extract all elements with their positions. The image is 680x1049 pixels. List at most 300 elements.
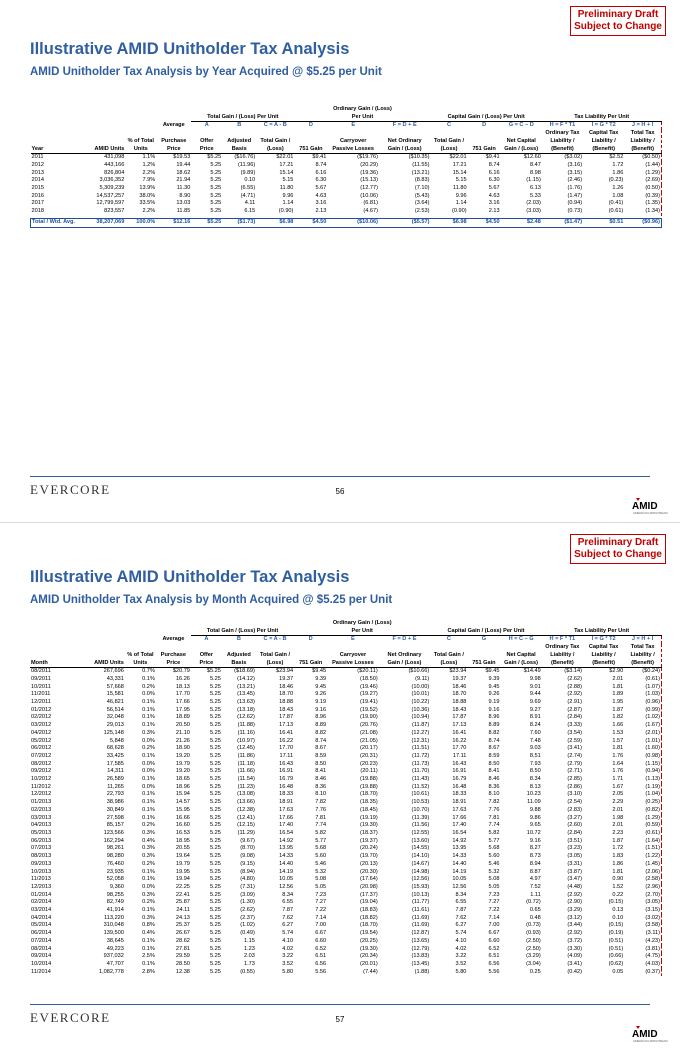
table-cell: 98,255 xyxy=(106,891,124,898)
table-cell: 4.02 xyxy=(455,945,467,952)
header-line: Net Capital xyxy=(506,137,536,144)
table-cell: 5.68 xyxy=(488,845,500,852)
table-cell: (1.44) xyxy=(624,162,661,170)
table-cell: 12,799,597 xyxy=(96,200,125,207)
table-cell: 2.29 xyxy=(612,799,624,806)
table-cell: 38.0% xyxy=(139,192,156,199)
table-cell: (2.96) xyxy=(624,884,661,892)
table-cell: 8.34 xyxy=(282,891,294,898)
table-cell: $9.45 xyxy=(485,668,500,675)
table-cell: 1.87 xyxy=(612,706,624,713)
table-cell: 5.25 xyxy=(209,829,221,836)
table-cell: (2.60) xyxy=(567,822,582,829)
tax-table-by-month xyxy=(30,620,662,976)
table-cell: (3.41) xyxy=(567,960,582,967)
table-cell: 32,048 xyxy=(106,714,124,721)
table-cell: 43,331 xyxy=(106,675,124,682)
table-cell: 6.56 xyxy=(315,960,327,967)
table-cell: (7.10) xyxy=(414,185,430,192)
table-cell: 5.25 xyxy=(209,876,221,883)
table-cell: 8.34 xyxy=(455,891,467,898)
table-cell: 7.23 xyxy=(488,891,500,898)
header-line: Passive Losses xyxy=(332,659,374,666)
table-cell: 16.48 xyxy=(452,783,467,790)
header-line: Liability / xyxy=(630,137,655,144)
table-cell: 0.2% xyxy=(142,860,155,867)
row-label: 12/2012 xyxy=(31,791,52,798)
table-cell: 6.13 xyxy=(529,185,541,192)
table-cell: 0.1% xyxy=(142,776,155,783)
table-cell: (4.75) xyxy=(624,953,661,961)
preliminary-draft-badge: Preliminary Draft Subject to Change xyxy=(570,534,666,564)
table-cell: 7.60 xyxy=(529,729,541,736)
table-cell: $9.41 xyxy=(312,154,327,161)
header-line: Gain / (Loss) xyxy=(504,145,539,152)
table-cell: 9.65 xyxy=(529,822,541,829)
table-cell: 5.56 xyxy=(488,968,500,975)
table-cell: 0.1% xyxy=(142,937,155,944)
table-cell: 5.67 xyxy=(488,185,500,192)
table-cell: 0.2% xyxy=(142,899,155,906)
table-cell: 1.15 xyxy=(244,937,255,944)
table-cell: 5.25 xyxy=(209,722,221,729)
formula-code: H = F * T1 xyxy=(549,122,576,129)
table-cell: 13.03 xyxy=(176,200,191,207)
table-cell: 0.0% xyxy=(142,760,155,767)
table-cell: (12.15) xyxy=(237,822,255,829)
table-cell: (1.47) xyxy=(567,192,583,199)
table-cell: 8.10 xyxy=(315,791,327,798)
table-cell: 16.22 xyxy=(452,737,467,744)
table-cell: (10.06) xyxy=(360,192,378,199)
table-cell: 5.82 xyxy=(488,829,500,836)
table-cell: 7.76 xyxy=(488,806,500,813)
row-label: 2013 xyxy=(31,169,44,176)
table-cell: (0.61) xyxy=(608,208,624,215)
header-line: Ordinary Gain / (Loss) xyxy=(332,620,392,626)
row-label: 2018 xyxy=(31,208,44,215)
table-cell: (3.64) xyxy=(414,200,430,207)
table-row xyxy=(31,208,662,216)
table-cell: 0.8% xyxy=(142,922,155,929)
column-header-purchase-price xyxy=(156,644,191,668)
table-cell: (0.93) xyxy=(526,930,541,937)
table-cell: (1.51) xyxy=(624,845,661,853)
table-cell: 2.01 xyxy=(612,675,624,682)
table-cell: 9.19 xyxy=(315,699,327,706)
table-row xyxy=(30,676,662,684)
table-cell: (20.29) xyxy=(360,161,378,168)
row-label: 01/2013 xyxy=(31,799,52,806)
row-label: 06/2013 xyxy=(31,837,52,844)
table-cell: 8.36 xyxy=(488,783,500,790)
formula-code: A xyxy=(204,636,209,643)
table-cell: 5.25 xyxy=(209,937,221,944)
header-line: Units xyxy=(133,145,148,152)
table-cell: 7.81 xyxy=(315,814,327,821)
table-cell: 1.76 xyxy=(612,768,624,775)
table-cell: 8.51 xyxy=(529,752,541,759)
table-cell: (0.59) xyxy=(624,822,661,830)
table-cell: (19.54) xyxy=(359,930,378,937)
column-header-net-capital xyxy=(500,644,541,668)
table-cell: 5.25 xyxy=(209,883,221,890)
table-cell: 5.25 xyxy=(209,845,221,852)
table-cell: (4.23) xyxy=(624,938,661,946)
table-row xyxy=(30,838,662,846)
table-cell: 162,294 xyxy=(103,837,124,844)
amid-logo-mark xyxy=(632,1026,668,1044)
table-cell: 6.55 xyxy=(455,899,467,906)
table-cell: 14.33 xyxy=(452,853,467,860)
header-line: Gain / (Loss) xyxy=(387,659,422,666)
header-line: Offer xyxy=(200,137,214,144)
row-label: 04/2012 xyxy=(31,729,52,736)
table-cell: (3.29) xyxy=(567,907,582,914)
table-row xyxy=(30,761,662,769)
table-cell: ($0.50) xyxy=(624,154,661,162)
header-line: (Benefit) xyxy=(551,659,574,666)
table-cell: 27,598 xyxy=(106,814,124,821)
table-cell: ($0.24) xyxy=(624,668,661,676)
table-cell: 0.1% xyxy=(142,868,155,875)
table-cell: 5.25 xyxy=(209,760,221,767)
table-cell: (19.27) xyxy=(359,691,378,698)
row-label: 09/2013 xyxy=(31,860,52,867)
table-cell: 5.25 xyxy=(209,745,221,752)
table-cell: 7.74 xyxy=(315,822,327,829)
column-header-offer-price xyxy=(191,130,222,154)
table-cell: 11.09 xyxy=(527,799,541,806)
table-cell: (1.15) xyxy=(526,177,541,184)
table-cell: (4.09) xyxy=(567,953,582,960)
footer-rule xyxy=(30,1004,650,1005)
table-cell: 7.52 xyxy=(529,883,541,890)
table-cell: 19.94 xyxy=(175,876,190,883)
table-row xyxy=(30,899,662,907)
header-line: Basis xyxy=(231,659,247,666)
table-cell: (20.11) xyxy=(360,768,378,775)
table-cell: 18.65 xyxy=(175,776,190,783)
table-row xyxy=(30,791,662,799)
table-cell: (7.31) xyxy=(240,883,255,890)
amid-logo-subtext: AMERICAN MIDSTREAM xyxy=(633,1039,668,1043)
table-cell: (20.76) xyxy=(359,722,378,729)
table-cell: 24.11 xyxy=(176,907,190,914)
table-cell: (2.90) xyxy=(567,899,582,906)
table-cell: (10.94) xyxy=(411,714,430,721)
table-cell: 7.87 xyxy=(282,907,294,914)
table-cell: $2.90 xyxy=(609,668,624,675)
formula-code-blank xyxy=(31,122,157,130)
formula-code: C xyxy=(446,636,451,643)
table-cell: (2.59) xyxy=(567,737,582,744)
row-label: 01/2012 xyxy=(31,706,52,713)
table-cell: (2.85) xyxy=(567,776,582,783)
table-cell: (20.17) xyxy=(359,745,378,752)
column-header-capital-751 xyxy=(468,130,501,154)
row-label: 11/2013 xyxy=(31,876,51,883)
header-line: Total Tax xyxy=(630,130,655,137)
header-line: Capital Tax xyxy=(588,644,619,651)
formula-code: H = F * T1 xyxy=(549,636,576,643)
table-cell: 14,311 xyxy=(107,768,124,775)
group-header-blank xyxy=(30,620,191,636)
table-row xyxy=(30,853,662,861)
table-cell: (0.90) xyxy=(451,208,467,215)
column-header-adjusted-basis xyxy=(222,644,256,668)
table-cell: (1.13) xyxy=(624,776,661,784)
table-cell: $12.60 xyxy=(523,154,541,161)
table-cell: 6.16 xyxy=(488,169,500,176)
table-cell: 0.1% xyxy=(142,814,155,821)
header-line: Price xyxy=(199,659,214,666)
table-cell: (2.58) xyxy=(624,876,661,884)
table-cell: 5.25 xyxy=(209,853,221,860)
table-cell: 0.1% xyxy=(142,706,155,713)
table-cell: 8.41 xyxy=(315,768,327,775)
group-header-capital-gain: Capital Gain / (Loss) Per Unit xyxy=(430,620,541,636)
table-cell: 1.72 xyxy=(612,161,624,168)
table-cell: (18.70) xyxy=(359,922,378,929)
table-cell: (2.84) xyxy=(567,714,582,721)
row-label: 05/2012 xyxy=(31,737,52,744)
table-cell: (14.12) xyxy=(237,675,255,682)
column-header-total-gain xyxy=(256,130,294,154)
table-cell: (19.30) xyxy=(359,822,378,829)
formula-code: H = C – G xyxy=(508,636,534,643)
column-header-pct xyxy=(125,644,156,668)
table-cell: 5.67 xyxy=(315,185,327,192)
table-cell: 6.27 xyxy=(455,922,467,929)
header-line: 751 Gain xyxy=(298,659,323,666)
table-cell: 5.25 xyxy=(210,177,222,184)
group-header-row xyxy=(31,106,662,122)
total-cell: ($5.57) xyxy=(379,219,431,228)
table-cell: (2.62) xyxy=(567,675,582,682)
table-cell: (2.46) xyxy=(567,177,583,184)
table-cell: (20.31) xyxy=(359,752,378,759)
table-cell: (1.64) xyxy=(624,838,661,846)
table-cell: 0.1% xyxy=(142,945,155,952)
table-cell: 30,849 xyxy=(106,806,124,813)
formula-code: D xyxy=(308,122,313,129)
table-cell: (13.21) xyxy=(411,169,430,176)
group-header-capital-gain: Capital Gain / (Loss) Per Unit xyxy=(431,106,542,122)
table-cell: (19.04) xyxy=(359,899,378,906)
table-cell: 9.69 xyxy=(529,699,541,706)
total-cell: $5.25 xyxy=(191,219,222,228)
table-cell: 8.74 xyxy=(315,161,327,168)
table-cell: (2.92) xyxy=(567,891,582,898)
table-cell: 8.59 xyxy=(315,752,327,759)
formula-code: C xyxy=(447,122,452,129)
table-cell: 21.26 xyxy=(175,737,190,744)
table-cell: 1.2% xyxy=(142,161,156,168)
table-cell: 7.23 xyxy=(315,891,327,898)
table-cell: (3.29) xyxy=(526,953,541,960)
table-row xyxy=(30,946,662,954)
row-label: 02/2013 xyxy=(31,806,52,813)
table-cell: 0.1% xyxy=(142,714,155,721)
header-line: Passive Losses xyxy=(332,145,375,152)
formula-code: I = G * T2 xyxy=(591,636,616,643)
table-cell: 5.25 xyxy=(209,899,221,906)
amid-logo-subtext: AMERICAN MIDSTREAM xyxy=(633,511,668,515)
total-cell: $6.98 xyxy=(256,219,294,228)
table-cell: 18.96 xyxy=(175,783,190,790)
table-cell: 8.24 xyxy=(529,722,541,729)
table-cell: (9.89) xyxy=(240,169,256,176)
table-cell: (18.70) xyxy=(359,791,378,798)
table-cell: (2.92) xyxy=(567,691,582,698)
header-line: Purchase xyxy=(161,137,187,144)
formula-code: D xyxy=(482,122,487,129)
table-cell: (0.23) xyxy=(608,177,624,184)
table-cell: 17,585 xyxy=(106,760,124,767)
table-row xyxy=(30,722,662,730)
table-cell: 20.55 xyxy=(175,845,190,852)
column-header-capital-tax xyxy=(583,130,624,154)
table-cell: (19.30) xyxy=(359,945,378,952)
table-row xyxy=(30,845,662,853)
table-cell: 6.67 xyxy=(315,930,327,937)
column-header-row xyxy=(31,130,662,154)
header-line: Liability / xyxy=(591,137,616,144)
column-header-carryover xyxy=(327,644,379,668)
table-cell: 0.4% xyxy=(142,930,155,937)
table-row xyxy=(30,915,662,923)
table-cell: 24.13 xyxy=(175,914,190,921)
table-cell: (11.87) xyxy=(411,722,430,729)
table-cell: (3.10) xyxy=(567,791,582,798)
table-row xyxy=(30,699,662,707)
table-cell: 14.40 xyxy=(279,860,294,867)
table-cell: 16.91 xyxy=(452,768,467,775)
table-cell: 7.87 xyxy=(455,907,467,914)
table-cell: 5.25 xyxy=(209,968,221,975)
table-cell: 18.43 xyxy=(279,706,294,713)
row-label: 06/2014 xyxy=(31,930,52,937)
table-cell: 8.10 xyxy=(488,791,500,798)
table-cell: 1.64 xyxy=(612,760,624,767)
table-cell: 25.37 xyxy=(175,922,190,929)
table-cell: 38,986 xyxy=(106,799,124,806)
table-cell: $22.01 xyxy=(276,154,294,161)
table-cell: 1.95 xyxy=(612,699,624,706)
table-cell: (1.01) xyxy=(624,738,661,746)
header-line: Month xyxy=(31,659,48,666)
table-cell: 9.27 xyxy=(529,706,541,713)
table-cell: (4.48) xyxy=(567,883,582,890)
table-cell: ($18.69) xyxy=(234,668,255,675)
amid-logo-text: AMID xyxy=(632,501,658,512)
table-cell: 9.45 xyxy=(488,683,500,690)
table-cell: (0.66) xyxy=(608,953,624,960)
table-cell: $20.79 xyxy=(172,668,190,675)
table-cell: 16.22 xyxy=(279,737,294,744)
table-cell: 19.44 xyxy=(176,161,191,168)
table-cell: 0.25 xyxy=(529,968,541,975)
table-cell: 8.91 xyxy=(529,714,541,721)
formula-code-row xyxy=(31,122,662,130)
row-label: 08/2011 xyxy=(31,668,51,675)
header-line: Adjusted xyxy=(227,137,252,144)
table-cell: 0.10 xyxy=(244,177,256,184)
table-cell: 310,048 xyxy=(103,922,124,929)
table-row xyxy=(30,938,662,946)
table-cell: 1.81 xyxy=(612,683,624,690)
table-cell: (11.70) xyxy=(411,768,430,775)
table-cell: (0.51) xyxy=(608,937,624,944)
table-cell: 19.20 xyxy=(175,752,190,759)
table-cell: 57,668 xyxy=(106,683,124,690)
table-cell: 18.33 xyxy=(279,791,294,798)
total-cell: 38,207,069 xyxy=(80,219,125,228)
column-header-ordinary-tax xyxy=(542,644,583,668)
table-cell: 5.46 xyxy=(488,860,500,867)
table-cell: 5.74 xyxy=(455,930,467,937)
table-cell: 15,581 xyxy=(106,691,124,698)
table-cell: 8.50 xyxy=(529,768,541,775)
table-cell: (2.06) xyxy=(624,869,661,877)
table-cell: 7.00 xyxy=(315,922,327,929)
table-cell: 5.25 xyxy=(209,737,221,744)
table-cell: 17.63 xyxy=(452,806,467,813)
table-cell: (14.10) xyxy=(411,853,430,860)
table-cell: (2.50) xyxy=(526,937,541,944)
table-cell: (0.41) xyxy=(608,200,624,207)
table-cell: 1.71 xyxy=(612,776,624,783)
table-cell: (2.37) xyxy=(240,914,255,921)
table-cell: 5.15 xyxy=(455,177,467,184)
table-cell: 7.00 xyxy=(488,922,500,929)
column-header-total-tax xyxy=(624,130,661,154)
header-line: Gain / (Loss) xyxy=(504,659,539,666)
table-cell: (0.42) xyxy=(567,968,582,975)
table-cell: 5.05 xyxy=(488,883,500,890)
table-cell: (12.27) xyxy=(411,729,430,736)
table-cell: 5.25 xyxy=(209,706,221,713)
table-cell: (3.58) xyxy=(624,922,661,930)
table-cell: 7.74 xyxy=(488,822,500,829)
table-cell: 7.62 xyxy=(282,914,294,921)
header-line: (Benefit) xyxy=(631,659,654,666)
table-cell: $14.49 xyxy=(523,668,541,675)
table-cell: (12.38) xyxy=(237,806,255,813)
table-cell: (19.46) xyxy=(359,683,378,690)
table-cell: 17.66 xyxy=(279,814,294,821)
table-cell: (6.81) xyxy=(363,200,378,207)
table-cell: 0.1% xyxy=(142,960,155,967)
table-cell: (1.60) xyxy=(624,745,661,753)
table-cell: 5.60 xyxy=(488,853,500,860)
table-cell: 5.25 xyxy=(209,783,221,790)
table-cell: (9.67) xyxy=(240,837,255,844)
table-cell: 9.03 xyxy=(529,745,541,752)
table-cell: 14.33 xyxy=(279,853,294,860)
table-row xyxy=(30,876,662,884)
total-cell: $4.50 xyxy=(468,219,501,228)
table-cell: 8.96 xyxy=(488,714,500,721)
table-cell: 0.1% xyxy=(142,907,155,914)
header-line: (Benefit) xyxy=(592,145,616,152)
table-cell: 13.9% xyxy=(139,185,156,192)
table-cell: 18.70 xyxy=(279,691,294,698)
table-cell: 4.63 xyxy=(488,192,500,199)
table-cell: 17.11 xyxy=(452,752,467,759)
table-cell: 8.13 xyxy=(529,783,541,790)
